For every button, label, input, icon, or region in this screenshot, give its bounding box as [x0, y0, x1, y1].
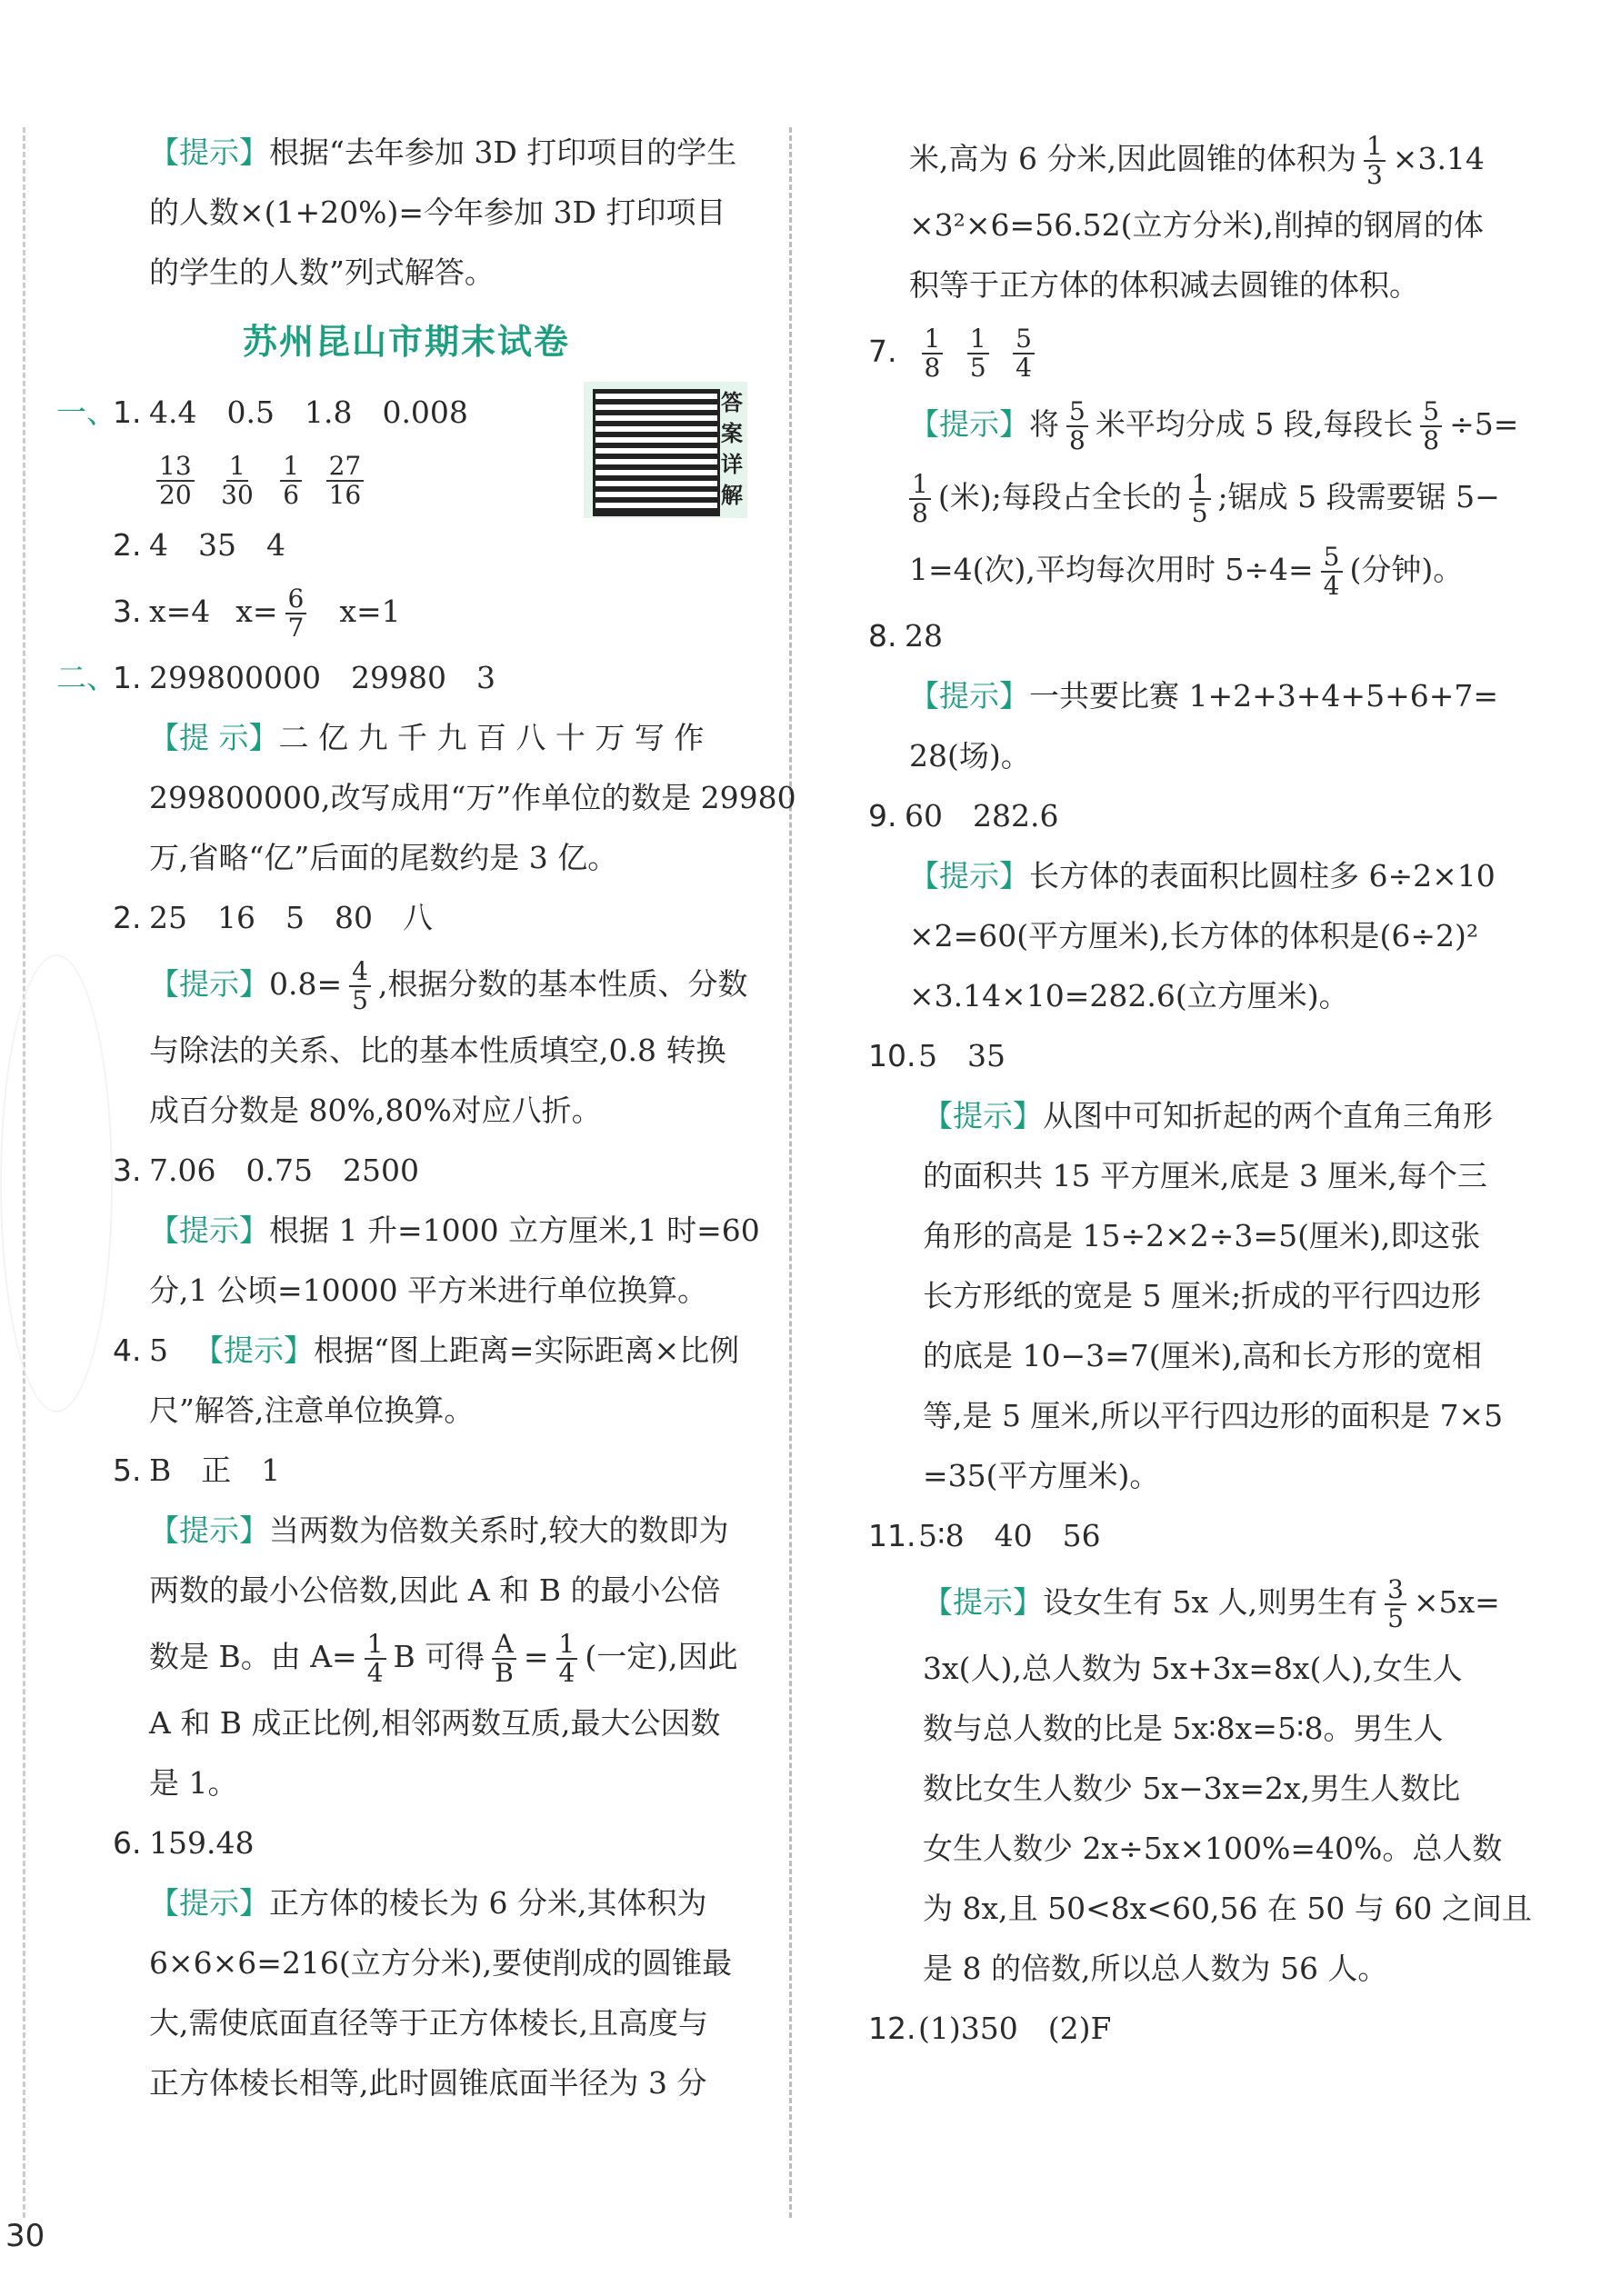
hint-line: ×3.14×10=282.6(立方厘米)。: [909, 978, 1349, 1013]
fraction: $\frac{4}{5}$: [349, 958, 371, 1014]
exam-title: 苏州昆山市期末试卷: [242, 322, 570, 362]
s1-q1-fractions: [56, 443, 756, 515]
hint-line: 长方形纸的宽是 5 厘米;折成的平行四边形: [923, 1278, 1482, 1313]
column-divider: [789, 127, 792, 2218]
hint-line: 分,1 公顷=10000 平方米进行单位换算。: [149, 1273, 708, 1308]
hint-line: 大,需使底面直径等于正方体棱长,且高度与: [149, 2005, 708, 2041]
hint-line: 数是 B。由 A= $\frac{1}{4}$ B 可得 $\frac{A}{B}$ = $\frac{1}{4}$ (一定),因此: [149, 1629, 738, 1688]
hint-line: 的学生的人数”列式解答。: [149, 255, 495, 290]
hint-line: 【提示】当两数为倍数关系时,较大的数即为: [149, 1512, 729, 1548]
fraction: $\frac{1}{4}$: [556, 1631, 578, 1687]
hint-line: 【提示】将 $\frac{5}{8}$ 米平均分成 5 段,每段长 $\frac{5}{8}$ ÷5=: [909, 396, 1519, 455]
hint-line: 的面积共 15 平方厘米,底是 3 厘米,每个三: [923, 1158, 1487, 1193]
s2-q5: 5. B 正 1: [113, 1452, 281, 1488]
s2-q4: 4. 5 【提示】根据“图上距离=实际距离×比例: [113, 1333, 740, 1368]
hint-line: 【提 示】二 亿 九 千 九 百 八 十 万 写 作: [149, 720, 705, 755]
s2-q6: 6. 159.48: [113, 1825, 255, 1861]
hint-line: 数比女生人数少 5x−3x=2x,男生人数比: [923, 1771, 1461, 1806]
fraction: $\frac{13}{20}$: [156, 453, 195, 509]
hint-line: 与除法的关系、比的基本性质填空,0.8 转换: [149, 1033, 726, 1068]
hint-line: 是 1。: [149, 1765, 238, 1801]
fraction: $\frac{5}{8}$: [1066, 398, 1088, 454]
hint-line: 【提示】根据 1 升=1000 立方厘米,1 时=60: [149, 1213, 760, 1248]
hint-line: 是 8 的倍数,所以总人数为 56 人。: [923, 1951, 1388, 1986]
q10: 10.5 35: [868, 1038, 1006, 1073]
s2-q1: 二、1. 299800000 29980 3: [56, 660, 495, 695]
q12: 12.(1)350 (2)F: [868, 2011, 1112, 2046]
hint-line: 成百分数是 80%,80%对应八折。: [149, 1093, 602, 1128]
hint-line: 【提示】长方体的表面积比圆柱多 6÷2×10: [909, 858, 1496, 893]
hint-line: 【提示】一共要比赛 1+2+3+4+5+6+7=: [909, 678, 1499, 714]
hint-line: 正方体棱长相等,此时圆锥底面半径为 3 分: [149, 2065, 707, 2101]
hint-line: 28(场)。: [909, 738, 1031, 774]
fraction: $\frac{1}{8}$: [909, 471, 931, 527]
fraction: $\frac{1}{6}$: [280, 453, 302, 509]
hint-line: A 和 B 成正比例,相邻两数互质,最大公因数: [149, 1705, 721, 1741]
hint-line: 数与总人数的比是 5x∶8x=5∶8。男生人: [923, 1711, 1444, 1746]
q9: 9. 60 282.6: [868, 798, 1059, 834]
hint-line: 3x(人),总人数为 5x+3x=8x(人),女生人: [923, 1651, 1463, 1686]
right-column: [868, 123, 1532, 2059]
fraction: $\frac{1}{4}$: [365, 1631, 386, 1687]
fraction: $\frac{1}{5}$: [1189, 471, 1211, 527]
q7: 7. $\frac{1}{8}$ $\frac{1}{5}$ $\frac{5}{4}$: [868, 315, 1523, 388]
fraction: $\frac{1}{3}$: [1364, 133, 1386, 189]
hint-line: 【提示】0.8= $\frac{4}{5}$ ,根据分数的基本性质、分数: [149, 956, 748, 1015]
s1-q3: 3. x=4 x= $\frac{6}{7}$ x=1: [113, 584, 401, 643]
hint-line: 等,是 5 厘米,所以平行四边形的面积是 7×5: [923, 1398, 1504, 1433]
hint-line: 米,高为 6 分米,因此圆锥的体积为 $\frac{1}{3}$ ×3.14: [909, 131, 1485, 190]
hint-line: 积等于正方体的体积减去圆锥的体积。: [909, 267, 1419, 303]
hint-line: ×3²×6=56.52(立方分米),削掉的钢屑的体: [909, 207, 1484, 243]
left-column: [56, 123, 796, 2113]
hint-line: 万,省略“亿”后面的尾数约是 3 亿。: [149, 840, 618, 875]
fraction: $\frac{A}{B}$: [492, 1631, 516, 1687]
hint-line: 的人数×(1+20%)=今年参加 3D 打印项目: [149, 195, 726, 230]
fraction: $\frac{5}{4}$: [1321, 544, 1343, 600]
hint-line: $\frac{1}{8}$ (米);每段占全长的 $\frac{1}{5}$ ;锯成 5 段需要锯 5−: [868, 461, 1523, 534]
fraction: $\frac{5}{8}$: [1420, 398, 1442, 454]
q11: 11.5∶8 40 56: [868, 1518, 1101, 1553]
hint-line: 角形的高是 15÷2×2÷3=5(厘米),即这张: [923, 1218, 1481, 1253]
page-number: 30: [5, 2218, 45, 2254]
hint-line: =35(平方厘米)。: [923, 1458, 1160, 1493]
hint-line: 【提示】从图中可知折起的两个直角三角形: [923, 1098, 1493, 1133]
fraction: $\frac{27}{16}$: [326, 453, 365, 509]
q8: 8. 28: [868, 618, 943, 654]
fraction: $\frac{1}{30}$: [221, 451, 254, 510]
hint-line: 【提示】设女生有 5x 人,则男生有 $\frac{3}{5}$ ×5x=: [923, 1574, 1500, 1633]
fraction: $\frac{1}{8}$: [922, 325, 944, 382]
s2-q3: 3. 7.06 0.75 2500: [113, 1153, 419, 1188]
intro-hint: 【提示】根据“去年参加 3D 打印项目的学生: [149, 135, 737, 170]
hint-line: 的底是 10−3=7(厘米),高和长方形的宽相: [923, 1338, 1483, 1373]
hint-line: 为 8x,且 50<8x<60,56 在 50 与 60 之间且: [923, 1891, 1532, 1926]
s1-q1: 一、1. 4.4 0.5 1.8 0.008: [56, 394, 468, 430]
hint-line: 299800000,改写成用“万”作单位的数是 29980: [149, 780, 796, 815]
hint-line: 女生人数少 2x÷5x×100%=40%。总人数: [923, 1831, 1503, 1866]
qr-label: 答 案 详 解: [721, 390, 743, 508]
fraction: $\frac{1}{5}$: [967, 325, 989, 382]
fraction: $\frac{5}{4}$: [1013, 325, 1035, 382]
fraction: $\frac{6}{7}$: [285, 585, 307, 642]
fraction: $\frac{3}{5}$: [1385, 1576, 1406, 1632]
hint-line: 尺”解答,注意单位换算。: [149, 1393, 475, 1428]
hint-line: 1=4(次),平均每次用时 5÷4= $\frac{5}{4}$ (分钟)。: [909, 542, 1464, 601]
hint-line: 【提示】正方体的棱长为 6 分米,其体积为: [149, 1885, 707, 1921]
s1-q2: 2. 4 35 4: [113, 527, 285, 563]
s2-q2: 2. 25 16 5 80 八: [113, 900, 433, 935]
hint-line: 6×6×6=216(立方分米),要使削成的圆锥最: [149, 1945, 733, 1981]
hint-line: 两数的最小公倍数,因此 A 和 B 的最小公倍: [149, 1572, 721, 1608]
hint-line: ×2=60(平方厘米),长方体的体积是(6÷2)²: [909, 918, 1479, 953]
